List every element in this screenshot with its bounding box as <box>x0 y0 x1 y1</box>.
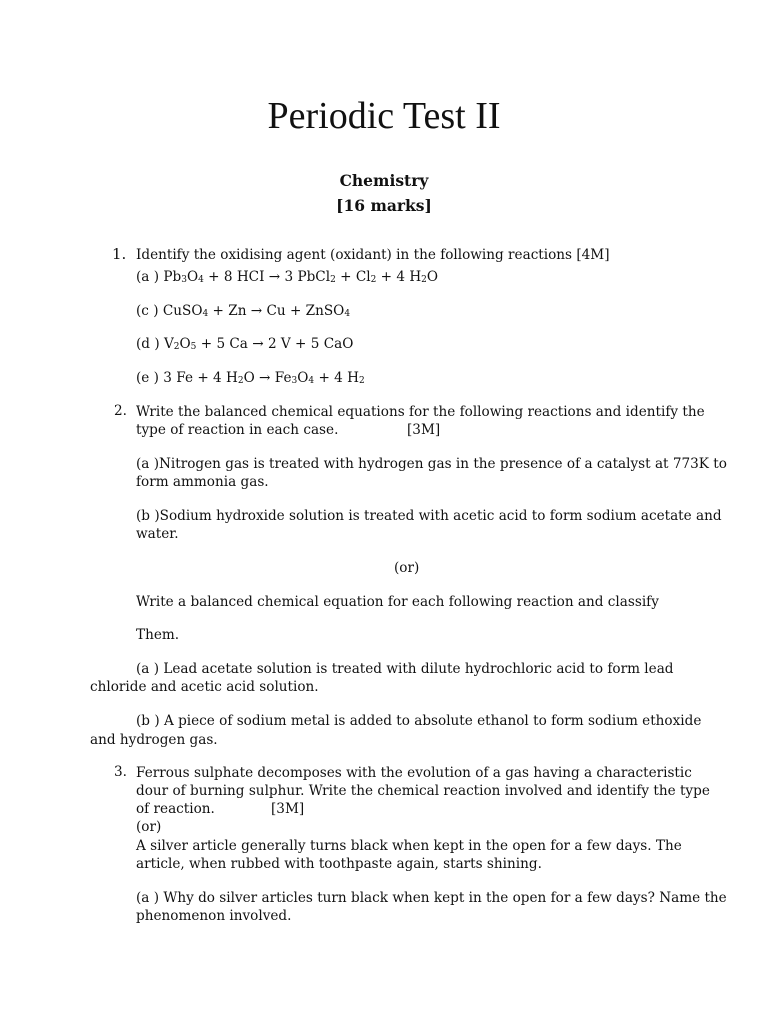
question-1-number: 1. <box>112 245 127 263</box>
question-2-marks: [3M] <box>407 422 441 438</box>
question-3-line-4: A silver article generally turns black when kept in the open for a few days. The <box>136 838 682 854</box>
reaction-a: (a ) $Pb_3O_4 + 8$ HCI → 3 PbCl$_2$ + $Cl_2 + 4$ $H_2O$ <box>136 269 439 285</box>
question-2-alt-a-line-2: chloride and acetic acid solution. <box>90 679 319 695</box>
question-3-a-line-1: (a ) Why do silver articles turn black when kept in the open for a few days? Name the <box>136 890 727 906</box>
total-marks: [16 marks] <box>336 196 432 215</box>
question-3-line-5: article, when rubbed with toothpaste again, starts shining. <box>136 856 542 872</box>
question-2-alt-b-line-2: and hydrogen gas. <box>90 732 218 748</box>
question-2-b-line-2: water. <box>136 526 179 542</box>
question-2-b-line-1: (b )Sodium hydroxide solution is treated with acetic acid to form sodium acetate and <box>136 508 722 524</box>
reaction-c: (c ) CuSO$_4$ + Zn → Cu + ZnSO$_4$ <box>136 303 351 319</box>
page-title: Periodic Test II <box>267 95 501 137</box>
question-2-number: 2. <box>114 403 127 419</box>
question-3-a-line-2: phenomenon involved. <box>136 908 292 924</box>
question-2-alt-line-2: Them. <box>136 627 180 643</box>
reaction-e: (e ) 3 Fe + 4 $H_2O \to Fe_3O_4 + 4$ $H_2$ <box>136 370 365 386</box>
question-2-alt-b-line-1: (b ) A piece of sodium metal is added to absolute ethanol to form sodium ethoxide <box>136 713 702 729</box>
question-2-alt-a-line-1: (a ) Lead acetate solution is treated with dilute hydrochloric acid to form lead <box>136 661 674 677</box>
question-3-or: (or) <box>136 819 162 835</box>
question-3-line-1: Ferrous sulphate decomposes with the evolution of a gas having a characteristic <box>136 765 692 781</box>
question-3-marks: [3M] <box>271 801 305 817</box>
question-2-a-line-2: form ammonia gas. <box>136 474 269 490</box>
subject-heading: Chemistry <box>339 171 429 190</box>
question-2-alt-line-1: Write a balanced chemical equation for each following reaction and classify <box>136 594 659 610</box>
question-3-number: 3. <box>114 764 127 780</box>
question-2-or: (or) <box>394 560 420 576</box>
question-3-line-3: of reaction. <box>136 801 215 817</box>
question-2-line-1: Write the balanced chemical equations for the following reactions and identify the <box>136 404 705 420</box>
question-2-a-line-1: (a )Nitrogen gas is treated with hydrogen gas in the presence of a catalyst at 773K to <box>136 456 727 472</box>
reaction-d: (d ) $V_2O_5 + 5$ Ca → 2 V + 5 CaO <box>136 336 354 352</box>
question-3-line-2: dour of burning sulphur. Write the chemical reaction involved and identify the type <box>136 783 710 799</box>
question-2-line-2: type of reaction in each case. <box>136 422 339 438</box>
question-1-text: Identify the oxidising agent (oxidant) in the following reactions [4M] <box>136 247 610 263</box>
